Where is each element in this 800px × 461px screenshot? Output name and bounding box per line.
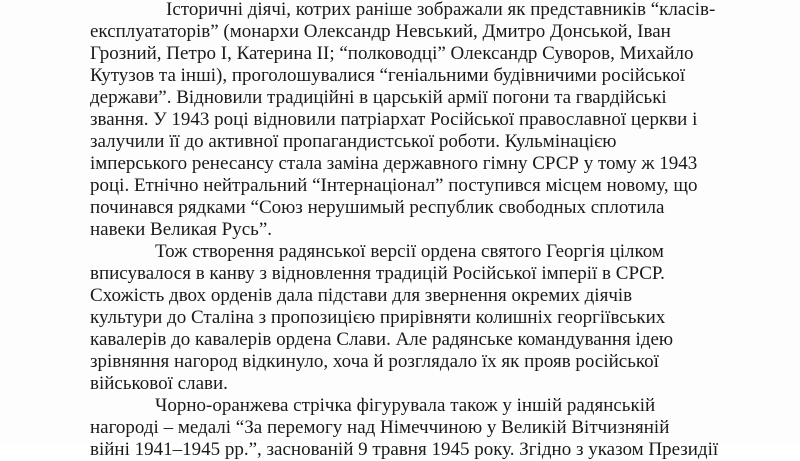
text-line: кавалерів до кавалерів ордена Слави. Але радянське командування ідею — [90, 329, 674, 350]
text-line: Кутузов та інші), проголошувалися “геніальними будівничими російської — [90, 65, 686, 86]
text-line: зрівняння нагород відкинуло, хоча й розглядало їх як прояв російської — [90, 351, 659, 372]
text-line: Грозний, Петро І, Катерина ІІ; “полководці” Олександр Суворов, Михайло — [90, 43, 694, 64]
text-line: військової слави. — [90, 373, 228, 394]
text-line: звання. У 1943 році відновили патріархат Російської православної церкви і — [90, 109, 698, 130]
text-line: році. Етнічно нейтральний “Інтернаціонал” поступився місцем новому, що — [90, 175, 698, 196]
text-line: нагороді – медалі “За перемогу над Німеччиною у Великій Вітчизняній — [90, 417, 670, 438]
text-line: вписувалося в канву з відновлення традицій Російської імперії в СРСР. — [90, 263, 665, 284]
text-line: експлуататорів” (монархи Олександр Невський, Дмитро Донськой, Іван — [90, 21, 671, 42]
text-line: війні 1941–1945 рр.”, заснованій 9 травня 1945 року. Згідно з указом Президії — [90, 439, 719, 460]
text-line: культури до Сталіна з пропозицією прирівняти колишніх георгіївських — [90, 307, 666, 328]
text-line: Схожість двох орденів дала підстави для звернення окремих діячів — [90, 285, 633, 306]
text-line: Історичні діячі, котрих раніше зображали як представників “класів- — [166, 0, 716, 20]
text-line: держави”. Відновили традиційні в царській армії погони та гвардійські — [90, 87, 667, 108]
text-line: залучили її до активної пропагандистської роботи. Кульмінацією — [90, 131, 617, 152]
text-line: імперського ренесансу стала заміна державного гімну СРСР у тому ж 1943 — [90, 153, 698, 174]
text-line: навеки Великая Русь”. — [90, 219, 273, 240]
text-line: Чорно-оранжева стрічка фігурувала також у іншій радянській — [155, 395, 656, 416]
text-line: Тож створення радянської версії ордена святого Георгія цілком — [155, 241, 664, 262]
text-line: починався рядками “Союз нерушимый республик свободных сплотила — [90, 197, 665, 218]
